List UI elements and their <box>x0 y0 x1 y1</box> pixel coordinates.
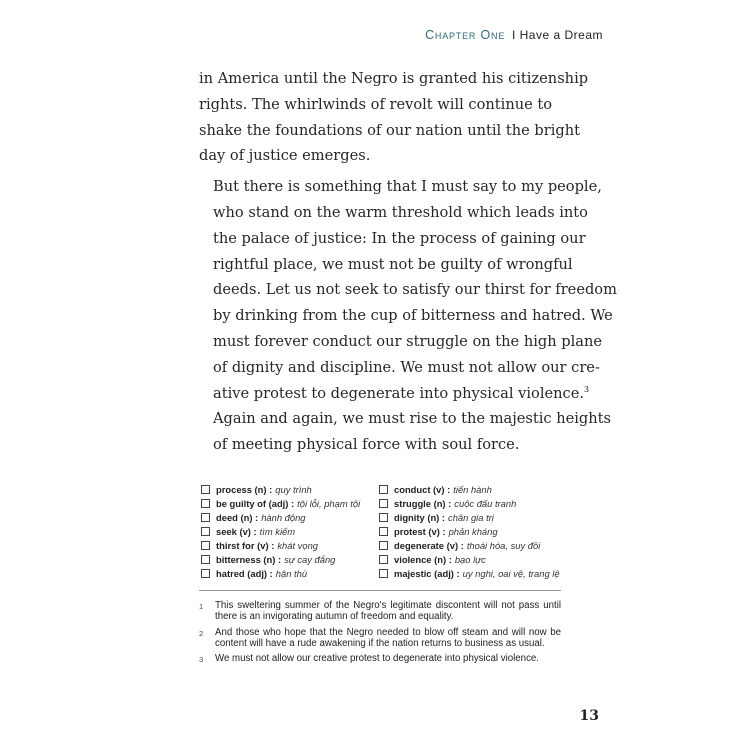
checkbox-icon[interactable] <box>201 541 210 550</box>
footnote-text: And those who hope that the Negro needed to blow off steam and will now be content will have a rude awakening if the nation returns to business as usual. <box>215 626 561 649</box>
text-line: But there is something that I must say to my people, <box>213 178 602 196</box>
checkbox-icon[interactable] <box>201 485 210 494</box>
text-line-content: ative protest to degenerate into physical violence. <box>213 384 584 402</box>
paragraph-1 <box>199 66 589 169</box>
vocab-meaning: quy trình <box>275 484 312 496</box>
page-number: 13 <box>579 708 599 724</box>
vocab-item <box>379 539 591 553</box>
vocab-meaning: tiến hành <box>453 484 492 496</box>
vocab-word: conduct (v) : <box>394 484 451 496</box>
vocab-word: hatred (adj) : <box>216 567 273 579</box>
vocab-item <box>201 539 379 553</box>
vocab-word: process (n) : <box>216 484 273 496</box>
footnote-marker: 3 <box>583 384 590 394</box>
vocab-item <box>201 497 379 511</box>
vocab-item <box>379 552 591 566</box>
vocab-item <box>201 483 379 497</box>
running-head <box>425 28 603 42</box>
checkbox-icon[interactable] <box>201 569 210 578</box>
vocab-word: protest (v) : <box>394 526 446 538</box>
text-line: day of justice emerges. <box>199 147 371 165</box>
checkbox-icon[interactable] <box>201 555 210 564</box>
text-line: rightful place, we must not be guilty of wrongful <box>213 255 573 273</box>
vocab-meaning: phản kháng <box>448 526 498 538</box>
text-line: deeds. Let us not seek to satisfy our thirst for freedom <box>213 281 617 299</box>
vocab-meaning: thoái hóa, suy đồi <box>466 540 541 551</box>
vocab-word: majestic (adj) : <box>394 567 460 579</box>
text-line: must forever conduct our struggle on the high plane <box>213 332 603 350</box>
vocab-word: struggle (n) : <box>394 498 452 510</box>
vocab-meaning: khát vọng <box>277 540 318 551</box>
text-line-with-footnote <box>199 381 590 407</box>
paragraph-2 <box>199 174 617 458</box>
text-line: the palace of justice: In the process of gaining our <box>213 229 586 247</box>
footnote <box>199 627 561 650</box>
vocab-word: dignity (n) : <box>394 512 446 524</box>
vocab-word: bitterness (n) : <box>216 553 282 565</box>
footnote-number: 1 <box>199 602 204 611</box>
vocab-word: degenerate (v) : <box>394 540 464 551</box>
vocab-meaning: tội lỗi, phạm tội <box>297 498 361 510</box>
footnote-text: We must not allow our creative protest to degenerate into physical violence. <box>215 653 539 665</box>
vocab-word: violence (n) : <box>394 553 452 565</box>
text-line: who stand on the warm threshold which leads into <box>213 203 588 221</box>
checkbox-icon[interactable] <box>379 499 388 508</box>
text-line: Again and again, we must rise to the majestic heights <box>213 410 612 428</box>
vocab-meaning: tìm kiếm <box>259 526 296 538</box>
vocab-item <box>201 525 379 539</box>
text-line: in America until the Negro is granted his citizenship <box>199 70 589 87</box>
vocab-item <box>379 483 591 497</box>
vocab-meaning: bạo lực <box>454 553 486 565</box>
body-text <box>199 66 617 458</box>
vocab-item <box>379 566 591 580</box>
vocab-word: deed (n) : <box>216 512 259 524</box>
text-line: rights. The whirlwinds of revolt will continue to <box>199 95 553 113</box>
vocab-meaning: hành động <box>261 512 306 524</box>
checkbox-icon[interactable] <box>379 513 388 522</box>
vocabulary-list <box>201 483 591 580</box>
vocab-item <box>201 566 379 580</box>
vocab-meaning: chân gia trị <box>448 512 494 524</box>
checkbox-icon[interactable] <box>379 541 388 550</box>
footnote <box>199 653 561 665</box>
checkbox-icon[interactable] <box>379 527 388 536</box>
checkbox-icon[interactable] <box>379 485 388 494</box>
text-line: of dignity and discipline. We must not allow our cre- <box>213 358 600 376</box>
text-line: by drinking from the cup of bitterness and hatred. We <box>213 307 613 325</box>
footnote-number: 2 <box>199 628 204 638</box>
chapter-label: Chapter One <box>425 28 506 42</box>
vocab-item <box>201 511 379 525</box>
vocab-item <box>201 552 379 566</box>
vocab-word: thirst for (v) : <box>216 540 275 551</box>
footnote-text: This sweltering summer of the Negro's legitimate discontent will not pass until there is an invigorating autumn of freedom and equality. <box>215 600 561 623</box>
checkbox-icon[interactable] <box>201 527 210 536</box>
footnote-divider <box>199 590 561 591</box>
checkbox-icon[interactable] <box>201 499 210 508</box>
vocab-item <box>379 525 591 539</box>
text-line: shake the foundations of our nation until the bright <box>199 121 580 139</box>
vocab-meaning: hận thù <box>275 567 308 579</box>
vocab-meaning: sự cay đắng <box>284 553 336 565</box>
footnotes <box>199 600 561 669</box>
vocab-word: seek (v) : <box>216 526 257 538</box>
vocab-item <box>379 511 591 525</box>
checkbox-icon[interactable] <box>379 555 388 564</box>
vocab-item <box>379 497 591 511</box>
chapter-title: I Have a Dream <box>511 28 603 42</box>
checkbox-icon[interactable] <box>201 513 210 522</box>
footnote-number: 3 <box>199 655 204 665</box>
footnote <box>199 600 561 623</box>
vocab-meaning: cuộc đấu tranh <box>454 498 517 510</box>
checkbox-icon[interactable] <box>379 569 388 578</box>
text-line: of meeting physical force with soul force. <box>213 436 520 454</box>
vocab-meaning: uy nghi, oai vệ, trang lệ <box>462 567 560 579</box>
vocab-word: be guilty of (adj) : <box>216 498 295 510</box>
